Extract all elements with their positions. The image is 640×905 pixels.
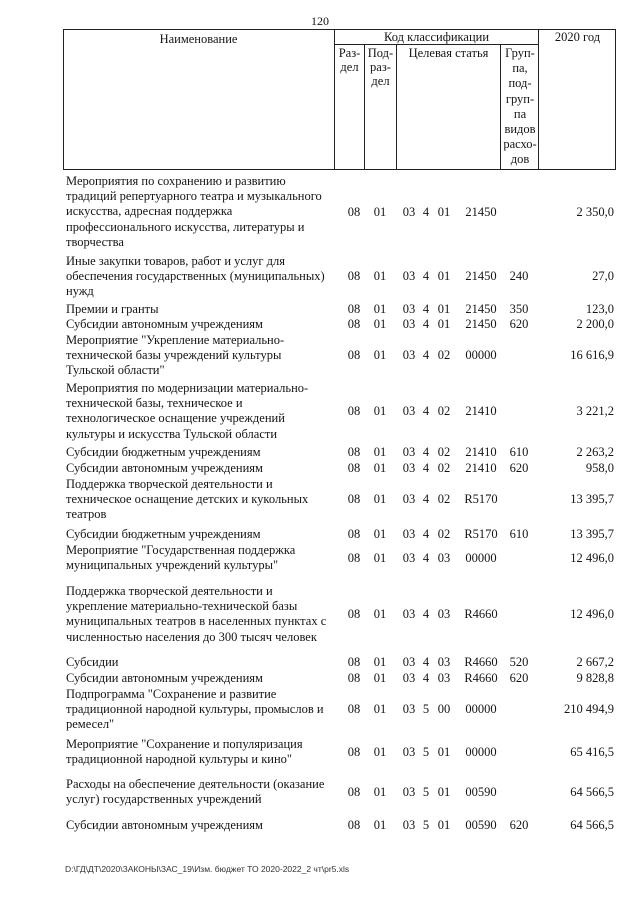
row-podrazdel: 01 bbox=[373, 671, 387, 685]
row-amount: 64 566,5 bbox=[570, 818, 614, 832]
row-cs4: R5170 bbox=[464, 492, 498, 506]
row-amount: 12 496,0 bbox=[570, 551, 614, 565]
row-name: Мероприятие "Укрепление материально- технической базы учреждений культуры Тульской области" bbox=[66, 333, 285, 378]
row-podrazdel: 01 bbox=[373, 348, 387, 362]
row-name: Подпрограмма "Сохранение и развитие традиционной народной культуры, промыслов и ремесел" bbox=[66, 687, 324, 732]
row-razdel: 08 bbox=[347, 348, 361, 362]
row-cs3: 01 bbox=[437, 317, 451, 331]
row-cs2: 5 bbox=[422, 785, 430, 799]
row-cs2: 4 bbox=[422, 607, 430, 621]
header-target: Целевая статья bbox=[408, 46, 489, 60]
row-podrazdel: 01 bbox=[373, 302, 387, 316]
row-razdel: 08 bbox=[347, 671, 361, 685]
row-razdel: 08 bbox=[347, 551, 361, 565]
row-cs4: 00000 bbox=[465, 551, 497, 565]
row-razdel: 08 bbox=[347, 404, 361, 418]
page-number: 120 bbox=[311, 14, 329, 28]
row-cs1: 03 bbox=[402, 205, 416, 219]
row-amount: 13 395,7 bbox=[570, 492, 614, 506]
row-name: Мероприятия по модернизации материально- технической базы, техническое и технологическое оснащение учреждений культуры и искусства Тульской области bbox=[66, 381, 309, 441]
row-cs4: 00000 bbox=[465, 702, 497, 716]
row-cs2: 4 bbox=[422, 317, 430, 331]
row-cs1: 03 bbox=[402, 671, 416, 685]
row-cs2: 4 bbox=[422, 302, 430, 316]
table-header bbox=[63, 29, 616, 170]
row-cs2: 5 bbox=[422, 818, 430, 832]
header-code-group: Код классификации bbox=[383, 30, 490, 44]
row-cs3: 00 bbox=[437, 702, 451, 716]
row-cs3: 01 bbox=[437, 302, 451, 316]
row-cs3: 03 bbox=[437, 607, 451, 621]
row-name: Премии и гранты bbox=[66, 302, 159, 316]
row-name: Поддержка творческой деятельности и техническое оснащение детских и кукольных театров bbox=[66, 477, 309, 522]
row-name: Поддержка творческой деятельности и укрепление материально-технической базы муниципальных театров в населенных пунктах с численностью населения до 300 тысяч человек bbox=[66, 584, 327, 644]
row-cs3: 03 bbox=[437, 551, 451, 565]
row-podrazdel: 01 bbox=[373, 269, 387, 283]
row-group: 610 bbox=[509, 527, 529, 541]
row-name: Расходы на обеспечение деятельности (оказание услуг) государственных учреждений bbox=[66, 777, 325, 807]
row-podrazdel: 01 bbox=[373, 702, 387, 716]
row-cs1: 03 bbox=[402, 302, 416, 316]
row-cs3: 02 bbox=[437, 404, 451, 418]
row-razdel: 08 bbox=[347, 445, 361, 459]
row-razdel: 08 bbox=[347, 745, 361, 759]
row-razdel: 08 bbox=[347, 269, 361, 283]
row-amount: 2 350,0 bbox=[576, 205, 614, 219]
row-name: Субсидии bbox=[66, 655, 119, 669]
row-amount: 9 828,8 bbox=[576, 671, 614, 685]
row-cs2: 4 bbox=[422, 671, 430, 685]
row-group: 240 bbox=[509, 269, 529, 283]
row-amount: 12 496,0 bbox=[570, 607, 614, 621]
row-amount: 2 263,2 bbox=[576, 445, 614, 459]
row-razdel: 08 bbox=[347, 302, 361, 316]
row-name: Иные закупки товаров, работ и услуг для обеспечения государственных (муниципальных) нужд bbox=[66, 254, 325, 299]
row-amount: 2 200,0 bbox=[576, 317, 614, 331]
row-group: 520 bbox=[509, 655, 529, 669]
row-name: Субсидии автономным учреждениям bbox=[66, 461, 263, 475]
row-name: Мероприятие "Государственная поддержка муниципальных учреждений культуры" bbox=[66, 543, 296, 573]
row-cs4: 21410 bbox=[465, 404, 497, 418]
row-razdel: 08 bbox=[347, 655, 361, 669]
row-cs4: R4660 bbox=[464, 671, 498, 685]
row-group: 620 bbox=[509, 818, 529, 832]
row-cs3: 02 bbox=[437, 445, 451, 459]
row-cs2: 5 bbox=[422, 702, 430, 716]
row-amount: 64 566,5 bbox=[570, 785, 614, 799]
row-cs3: 01 bbox=[437, 205, 451, 219]
row-amount: 3 221,2 bbox=[576, 404, 614, 418]
row-cs2: 4 bbox=[422, 551, 430, 565]
row-cs1: 03 bbox=[402, 348, 416, 362]
row-razdel: 08 bbox=[347, 205, 361, 219]
row-podrazdel: 01 bbox=[373, 527, 387, 541]
row-cs3: 01 bbox=[437, 785, 451, 799]
row-name: Субсидии автономным учреждениям bbox=[66, 671, 263, 685]
row-cs1: 03 bbox=[402, 551, 416, 565]
row-cs3: 01 bbox=[437, 818, 451, 832]
row-podrazdel: 01 bbox=[373, 818, 387, 832]
row-amount: 65 416,5 bbox=[570, 745, 614, 759]
row-cs2: 4 bbox=[422, 269, 430, 283]
row-cs2: 4 bbox=[422, 461, 430, 475]
row-cs3: 03 bbox=[437, 655, 451, 669]
row-cs1: 03 bbox=[402, 607, 416, 621]
row-cs2: 4 bbox=[422, 655, 430, 669]
row-name: Субсидии бюджетным учреждениям bbox=[66, 445, 261, 459]
header-razdel: Раз- дел bbox=[338, 46, 361, 75]
row-cs4: R5170 bbox=[464, 527, 498, 541]
row-cs1: 03 bbox=[402, 445, 416, 459]
row-razdel: 08 bbox=[347, 527, 361, 541]
row-amount: 27,0 bbox=[592, 269, 614, 283]
row-cs4: 21450 bbox=[465, 269, 497, 283]
row-group: 620 bbox=[509, 671, 529, 685]
row-cs1: 03 bbox=[402, 404, 416, 418]
row-group: 620 bbox=[509, 317, 529, 331]
header-group: Груп- па, под- груп- па видов расхо- дов bbox=[503, 46, 537, 167]
row-razdel: 08 bbox=[347, 317, 361, 331]
row-razdel: 08 bbox=[347, 818, 361, 832]
row-cs4: 21450 bbox=[465, 205, 497, 219]
row-name: Субсидии автономным учреждениям bbox=[66, 317, 263, 331]
row-cs3: 02 bbox=[437, 492, 451, 506]
row-cs1: 03 bbox=[402, 702, 416, 716]
row-amount: 13 395,7 bbox=[570, 527, 614, 541]
row-cs3: 01 bbox=[437, 269, 451, 283]
row-podrazdel: 01 bbox=[373, 492, 387, 506]
row-razdel: 08 bbox=[347, 785, 361, 799]
footer-file-path: D:\ГД\ДТ\2020\ЗАКОНЫ\ЗАС_19\Изм. бюджет ТО 2020-2022_2 чт\pr5.xls bbox=[65, 864, 350, 874]
row-cs3: 02 bbox=[437, 461, 451, 475]
row-group: 610 bbox=[509, 445, 529, 459]
row-group: 350 bbox=[509, 302, 529, 316]
row-name: Субсидии бюджетным учреждениям bbox=[66, 527, 261, 541]
row-podrazdel: 01 bbox=[373, 745, 387, 759]
row-cs2: 4 bbox=[422, 348, 430, 362]
header-podrazdel: Под- раз- дел bbox=[367, 46, 394, 89]
row-podrazdel: 01 bbox=[373, 785, 387, 799]
row-amount: 958,0 bbox=[585, 461, 614, 475]
row-cs2: 4 bbox=[422, 404, 430, 418]
row-cs1: 03 bbox=[402, 317, 416, 331]
row-cs1: 03 bbox=[402, 818, 416, 832]
row-podrazdel: 01 bbox=[373, 607, 387, 621]
row-cs4: R4660 bbox=[464, 655, 498, 669]
row-podrazdel: 01 bbox=[373, 461, 387, 475]
row-name: Субсидии автономным учреждениям bbox=[66, 818, 263, 832]
row-cs1: 03 bbox=[402, 785, 416, 799]
row-cs4: 00590 bbox=[465, 785, 497, 799]
row-podrazdel: 01 bbox=[373, 551, 387, 565]
row-razdel: 08 bbox=[347, 461, 361, 475]
row-cs2: 5 bbox=[422, 745, 430, 759]
row-cs3: 01 bbox=[437, 745, 451, 759]
row-cs4: 00000 bbox=[465, 745, 497, 759]
row-amount: 16 616,9 bbox=[570, 348, 614, 362]
row-cs1: 03 bbox=[402, 527, 416, 541]
row-name: Мероприятие "Сохранение и популяризация традиционной народной культуры и кино" bbox=[66, 737, 303, 767]
row-amount: 2 667,2 bbox=[576, 655, 614, 669]
row-cs2: 4 bbox=[422, 445, 430, 459]
row-podrazdel: 01 bbox=[373, 404, 387, 418]
row-cs3: 03 bbox=[437, 671, 451, 685]
row-cs4: 00000 bbox=[465, 348, 497, 362]
row-cs3: 02 bbox=[437, 527, 451, 541]
row-razdel: 08 bbox=[347, 492, 361, 506]
row-razdel: 08 bbox=[347, 702, 361, 716]
row-group: 620 bbox=[509, 461, 529, 475]
row-podrazdel: 01 bbox=[373, 317, 387, 331]
row-cs2: 4 bbox=[422, 205, 430, 219]
row-amount: 123,0 bbox=[585, 302, 614, 316]
row-cs4: 21450 bbox=[465, 317, 497, 331]
row-cs2: 4 bbox=[422, 492, 430, 506]
row-cs1: 03 bbox=[402, 269, 416, 283]
row-cs1: 03 bbox=[402, 745, 416, 759]
target-divider bbox=[396, 44, 501, 170]
row-cs4: 21410 bbox=[465, 445, 497, 459]
row-cs4: 21450 bbox=[465, 302, 497, 316]
row-razdel: 08 bbox=[347, 607, 361, 621]
row-cs1: 03 bbox=[402, 461, 416, 475]
row-cs4: R4660 bbox=[464, 607, 498, 621]
row-cs3: 02 bbox=[437, 348, 451, 362]
row-cs4: 00590 bbox=[465, 818, 497, 832]
row-cs4: 21410 bbox=[465, 461, 497, 475]
row-cs1: 03 bbox=[402, 492, 416, 506]
row-cs2: 4 bbox=[422, 527, 430, 541]
row-podrazdel: 01 bbox=[373, 205, 387, 219]
header-name: Наименование bbox=[159, 32, 238, 46]
row-name: Мероприятия по сохранению и развитию традиций репертуарного театра и музыкального искусства, адресная поддержка профессионального искусства, литературы и творчества bbox=[66, 174, 322, 249]
row-podrazdel: 01 bbox=[373, 655, 387, 669]
row-cs1: 03 bbox=[402, 655, 416, 669]
row-podrazdel: 01 bbox=[373, 445, 387, 459]
row-amount: 210 494,9 bbox=[564, 702, 614, 716]
header-year: 2020 год bbox=[554, 30, 601, 44]
